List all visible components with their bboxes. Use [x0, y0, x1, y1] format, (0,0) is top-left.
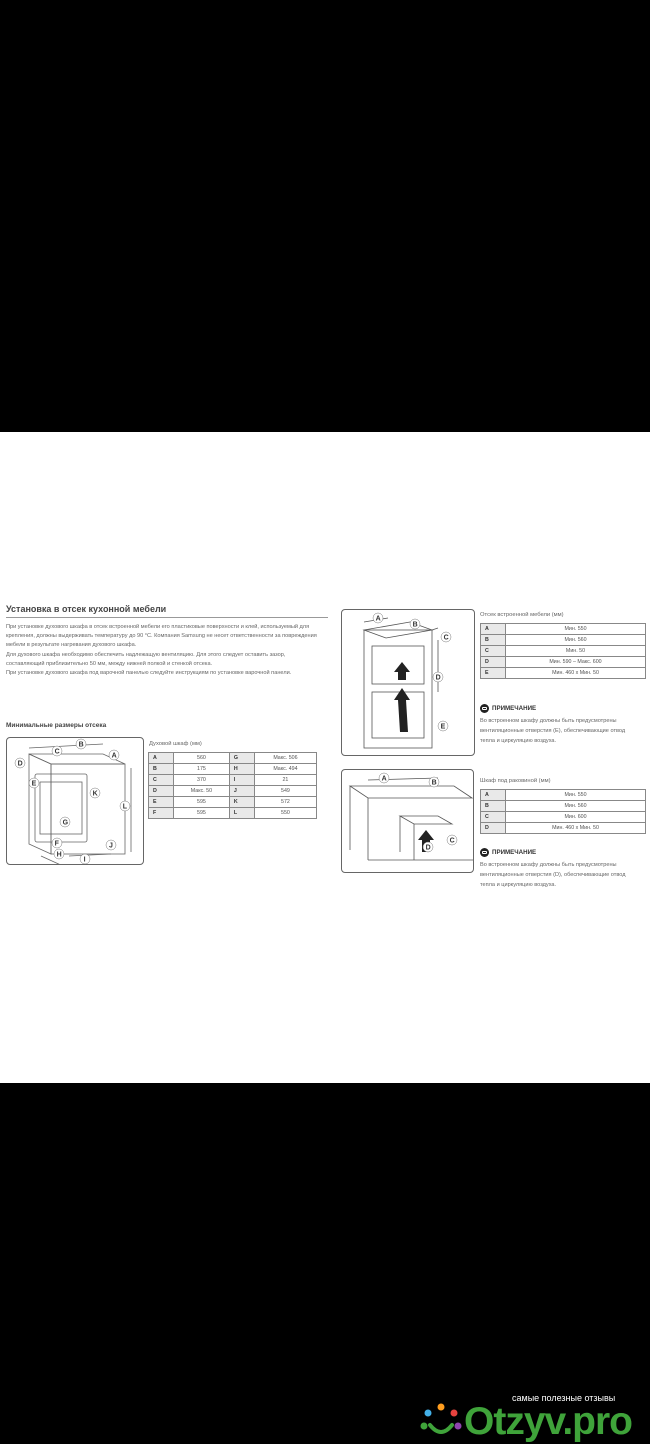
- oven-label-g: G: [62, 819, 69, 827]
- builtin-table-row: [481, 635, 646, 646]
- oven-label-d: D: [17, 760, 23, 768]
- oven-table-value-cell: 550: [254, 808, 316, 819]
- min-dims-title: Минимальные размеры отсека: [6, 722, 107, 729]
- oven-table-key-cell: B: [149, 764, 174, 775]
- sink-table-value-cell: Мин. 600: [506, 812, 646, 823]
- brand-tld: .pro: [562, 1400, 632, 1443]
- builtin-label-a: A: [375, 615, 381, 623]
- builtin-table-key-cell: E: [481, 668, 506, 679]
- sink-cabinet-diagram: [341, 769, 474, 873]
- manual-page: [0, 432, 650, 1083]
- oven-table-value-cell: Макс. 494: [254, 764, 316, 775]
- builtin-label-c: C: [443, 634, 449, 642]
- builtin-table-key-cell: C: [481, 646, 506, 657]
- builtin-label-d: D: [435, 674, 441, 682]
- builtin-table-value-cell: Мин. 460 x Мин. 50: [506, 668, 646, 679]
- oven-table-value-cell: Макс. 506: [254, 753, 316, 764]
- sink-label-d: D: [425, 844, 431, 852]
- builtin-table-key-cell: A: [481, 624, 506, 635]
- builtin-table-row: [481, 668, 646, 679]
- oven-table-row: [149, 797, 317, 808]
- section-title: Установка в отсек кухонной мебели: [6, 604, 167, 614]
- builtin-dimensions-table: [480, 623, 646, 679]
- otzyv-watermark[interactable]: [420, 1395, 650, 1444]
- oven-table-value-cell: 370: [174, 775, 230, 786]
- builtin-cabinet-diagram: [341, 609, 475, 756]
- oven-table-key-cell: E: [149, 797, 174, 808]
- oven-label-c: C: [54, 748, 60, 756]
- builtin-table-row: [481, 657, 646, 668]
- oven-table-key-cell: H: [229, 764, 254, 775]
- note-icon: [480, 848, 489, 857]
- sink-table-caption: Шкаф под раковиной (мм): [480, 778, 551, 784]
- watermark-tagline: самые полезные отзывы: [512, 1393, 616, 1403]
- builtin-label-b: B: [412, 621, 418, 629]
- oven-table-row: [149, 808, 317, 819]
- oven-table-key-cell: D: [149, 786, 174, 797]
- oven-table-key-cell: F: [149, 808, 174, 819]
- sink-table-row: [481, 801, 646, 812]
- builtin-table-key-cell: B: [481, 635, 506, 646]
- oven-dimensions-table: [148, 752, 317, 819]
- sink-table-value-cell: Мин. 560: [506, 801, 646, 812]
- oven-table-row: [149, 775, 317, 786]
- sink-table-value-cell: Мин. 460 x Мин. 50: [506, 823, 646, 834]
- oven-table-value-cell: 572: [254, 797, 316, 808]
- oven-diagram: [6, 737, 144, 865]
- oven-table-caption: Духовой шкаф (мм): [149, 741, 202, 747]
- oven-label-k: K: [92, 790, 98, 798]
- oven-label-l: L: [122, 803, 128, 811]
- oven-table-key-cell: G: [229, 753, 254, 764]
- sink-label-b: B: [431, 779, 437, 787]
- sink-table-key-cell: B: [481, 801, 506, 812]
- oven-table-value-cell: 595: [174, 797, 230, 808]
- sink-note-text: Во встроенном шкафу должны быть предусмотрены вентиляционные отверстия (D), обеспечивающие отвод тепла и циркуляцию воздуха.: [480, 862, 626, 888]
- oven-label-f: F: [54, 840, 59, 848]
- builtin-table-row: [481, 646, 646, 657]
- builtin-table-value-cell: Мин. 590 – Макс. 600: [506, 657, 646, 668]
- title-divider: [6, 617, 328, 618]
- oven-label-e: E: [31, 780, 37, 788]
- paragraph-3: При установке духового шкафа под варочной панелью следуйте инструкциям по установке варочной панели.: [6, 670, 292, 677]
- oven-label-a: A: [111, 752, 117, 760]
- intro-text: [6, 623, 324, 678]
- brand-name: Otzyv: [464, 1400, 563, 1443]
- oven-table-value-cell: 549: [254, 786, 316, 797]
- bottom-black-area: [0, 1083, 650, 1444]
- builtin-table-caption: Отсек встроенной мебели (мм): [480, 612, 564, 618]
- oven-table-key-cell: I: [229, 775, 254, 786]
- builtin-note-title: ПРИМЕЧАНИЕ: [492, 705, 537, 712]
- paragraph-2: Для духового шкафа необходимо обеспечить надлежащую вентиляцию. Для этого следует оставить зазор, составляющий приблизительно 50 мм, между нижней полкой и стенкой отсека.: [6, 651, 286, 667]
- oven-table-key-cell: A: [149, 753, 174, 764]
- sink-table-row: [481, 790, 646, 801]
- oven-table-value-cell: 560: [174, 753, 230, 764]
- otzyv-logo-icon: [420, 1403, 462, 1441]
- sink-note-header: [480, 848, 536, 857]
- oven-label-i: I: [83, 856, 86, 864]
- note-icon: [480, 704, 489, 713]
- oven-table-value-cell: Макс. 50: [174, 786, 230, 797]
- builtin-note-text: Во встроенном шкафу должны быть предусмотрены вентиляционные отверстия (E), обеспечивающие отвод тепла и циркуляцию воздуха.: [480, 718, 626, 744]
- sink-table-value-cell: Мин. 550: [506, 790, 646, 801]
- oven-table-key-cell: K: [229, 797, 254, 808]
- oven-table-row: [149, 786, 317, 797]
- oven-label-h: H: [56, 851, 62, 859]
- oven-label-b: B: [78, 741, 84, 749]
- sink-dimensions-table: [480, 789, 646, 834]
- builtin-table-value-cell: Мин. 50: [506, 646, 646, 657]
- builtin-table-value-cell: Мин. 560: [506, 635, 646, 646]
- builtin-table-row: [481, 624, 646, 635]
- builtin-table-value-cell: Мин. 550: [506, 624, 646, 635]
- oven-table-key-cell: C: [149, 775, 174, 786]
- sink-label-c: C: [449, 837, 455, 845]
- builtin-note-header: [480, 704, 536, 713]
- builtin-table-key-cell: D: [481, 657, 506, 668]
- sink-note-title: ПРИМЕЧАНИЕ: [492, 849, 537, 856]
- oven-table-key-cell: J: [229, 786, 254, 797]
- sink-table-key-cell: A: [481, 790, 506, 801]
- sink-table-key-cell: C: [481, 812, 506, 823]
- oven-table-key-cell: L: [229, 808, 254, 819]
- oven-table-value-cell: 595: [174, 808, 230, 819]
- sink-table-row: [481, 823, 646, 834]
- builtin-label-e: E: [440, 723, 446, 731]
- sink-table-key-cell: D: [481, 823, 506, 834]
- sink-table-row: [481, 812, 646, 823]
- oven-table-row: [149, 753, 317, 764]
- sink-label-a: A: [381, 775, 387, 783]
- paragraph-1: При установке духового шкафа в отсек встроенной мебели его пластиковые поверхности и клей, используемый для крепления, должны выдерживать температуру до 90 °C. Компания Samsung не несет ответственности за повреждения мебели в результате нагревания духового шкафа.: [6, 624, 317, 649]
- otzyv-wordmark: [464, 1400, 632, 1444]
- oven-table-row: [149, 764, 317, 775]
- oven-label-j: J: [109, 842, 113, 850]
- oven-table-value-cell: 175: [174, 764, 230, 775]
- oven-table-value-cell: 21: [254, 775, 316, 786]
- top-black-area: [0, 0, 650, 432]
